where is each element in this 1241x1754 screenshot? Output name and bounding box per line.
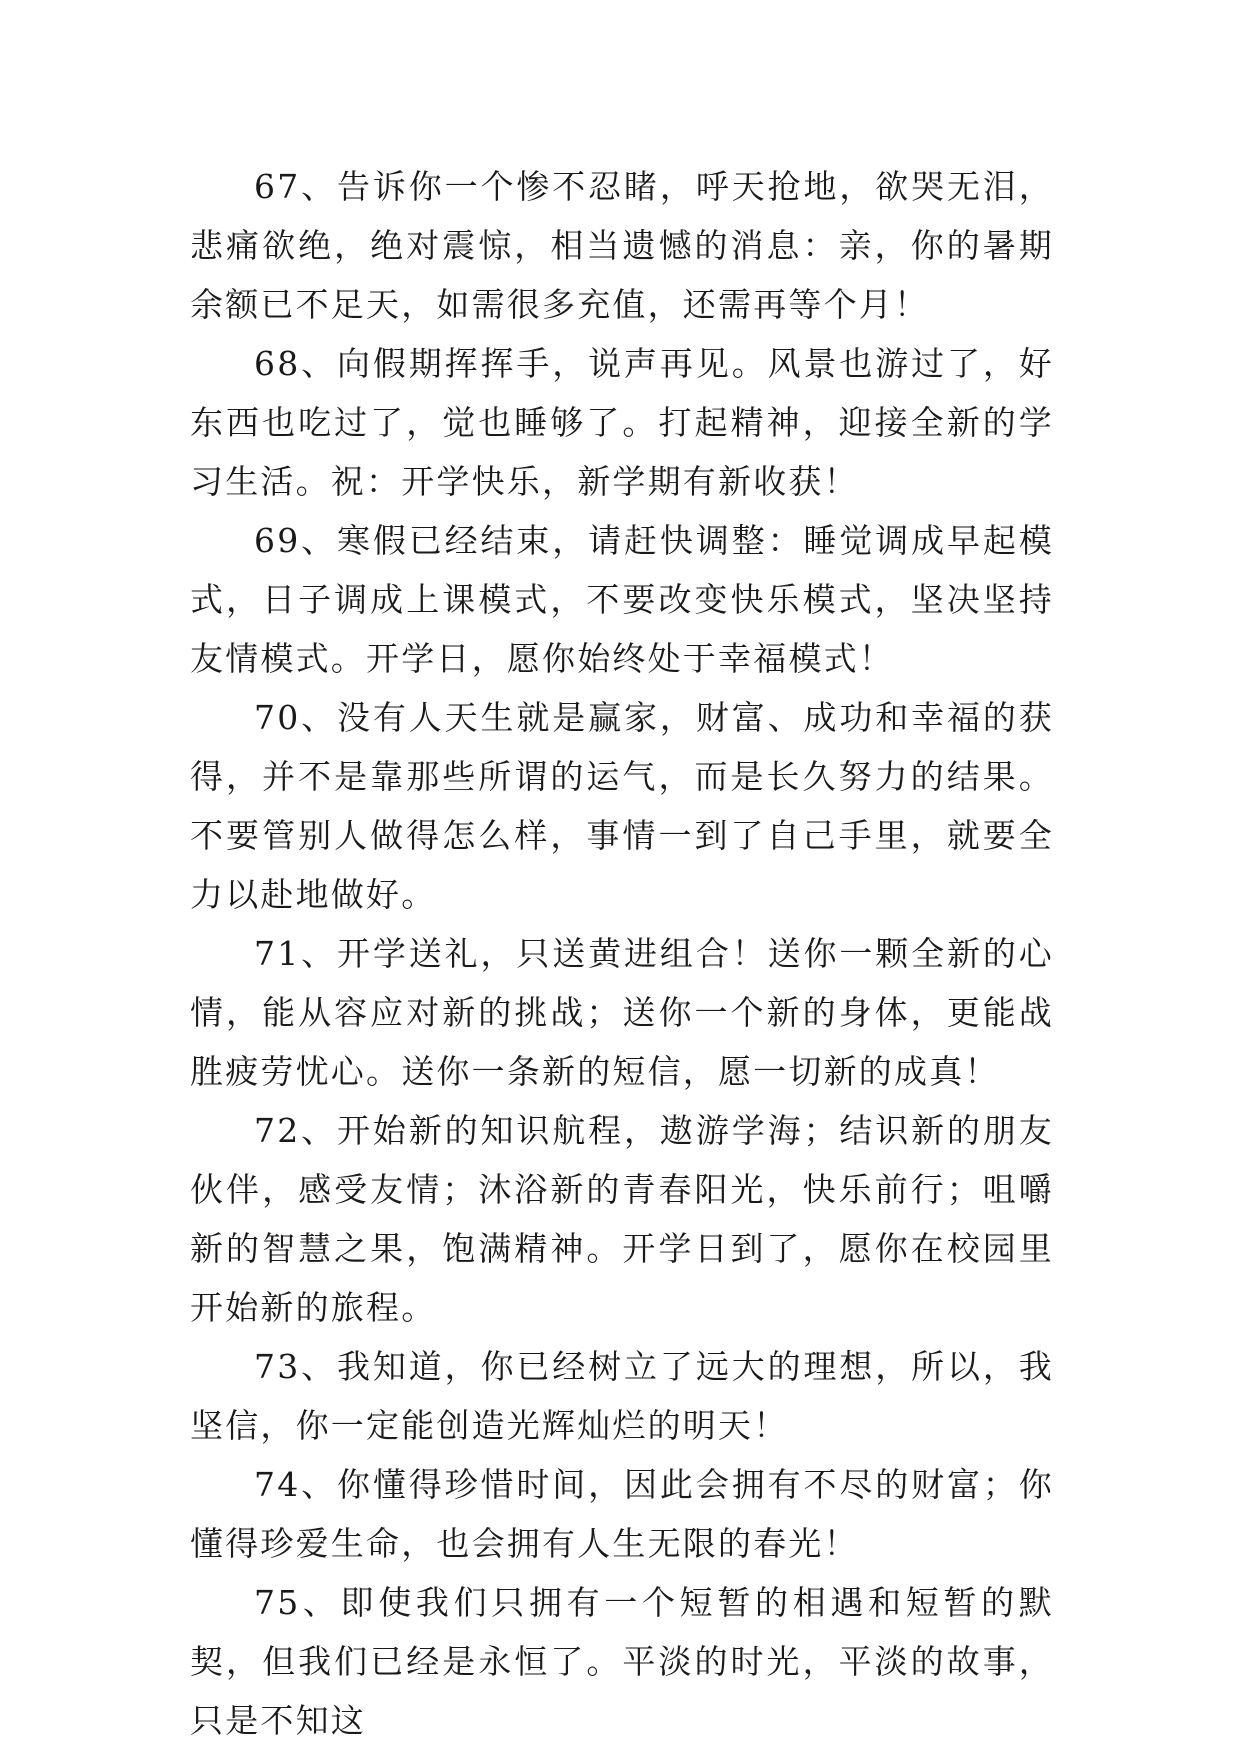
paragraph-75: 75、即使我们只拥有一个短暂的相遇和短暂的默契，但我们已经是永恒了。平淡的时光，平淡的故事，只是不知这 [190,1583,1054,1740]
paragraph-68: 68、向假期挥挥手，说声再见。风景也游过了，好东西也吃过了，觉也睡够了。打起精神，迎接全新的学习生活。祝：开学快乐，新学期有新收获！ [190,344,1054,501]
paragraph-72: 72、开始新的知识航程，遨游学海；结识新的朋友伙伴，感受友情；沐浴新的青春阳光，快乐前行；咀嚼新的智慧之果，饱满精神。开学日到了，愿你在校园里开始新的旅程。 [190,1111,1054,1327]
paragraph-74: 74、你懂得珍惜时间，因此会拥有不尽的财富；你懂得珍爱生命，也会拥有人生无限的春光！ [190,1465,1054,1563]
paragraph-67: 67、告诉你一个惨不忍睹，呼天抢地，欲哭无泪，悲痛欲绝，绝对震惊，相当遗憾的消息：亲，你的暑期余额已不足天，如需很多充值，还需再等个月！ [190,167,1054,324]
document-body [190,157,1054,1750]
paragraph-70: 70、没有人天生就是赢家，财富、成功和幸福的获得，并不是靠那些所谓的运气，而是长久努力的结果。不要管别人做得怎么样，事情一到了自己手里，就要全力以赴地做好。 [190,698,1054,914]
paragraph-73: 73、我知道，你已经树立了远大的理想，所以，我坚信，你一定能创造光辉灿烂的明天！ [190,1347,1054,1445]
paragraph-69: 69、寒假已经结束，请赶快调整：睡觉调成早起模式，日子调成上课模式，不要改变快乐模式，坚决坚持友情模式。开学日，愿你始终处于幸福模式！ [190,521,1054,678]
paragraph-71: 71、开学送礼，只送黄进组合！送你一颗全新的心情，能从容应对新的挑战；送你一个新的身体，更能战胜疲劳忧心。送你一条新的短信，愿一切新的成真！ [190,934,1054,1091]
